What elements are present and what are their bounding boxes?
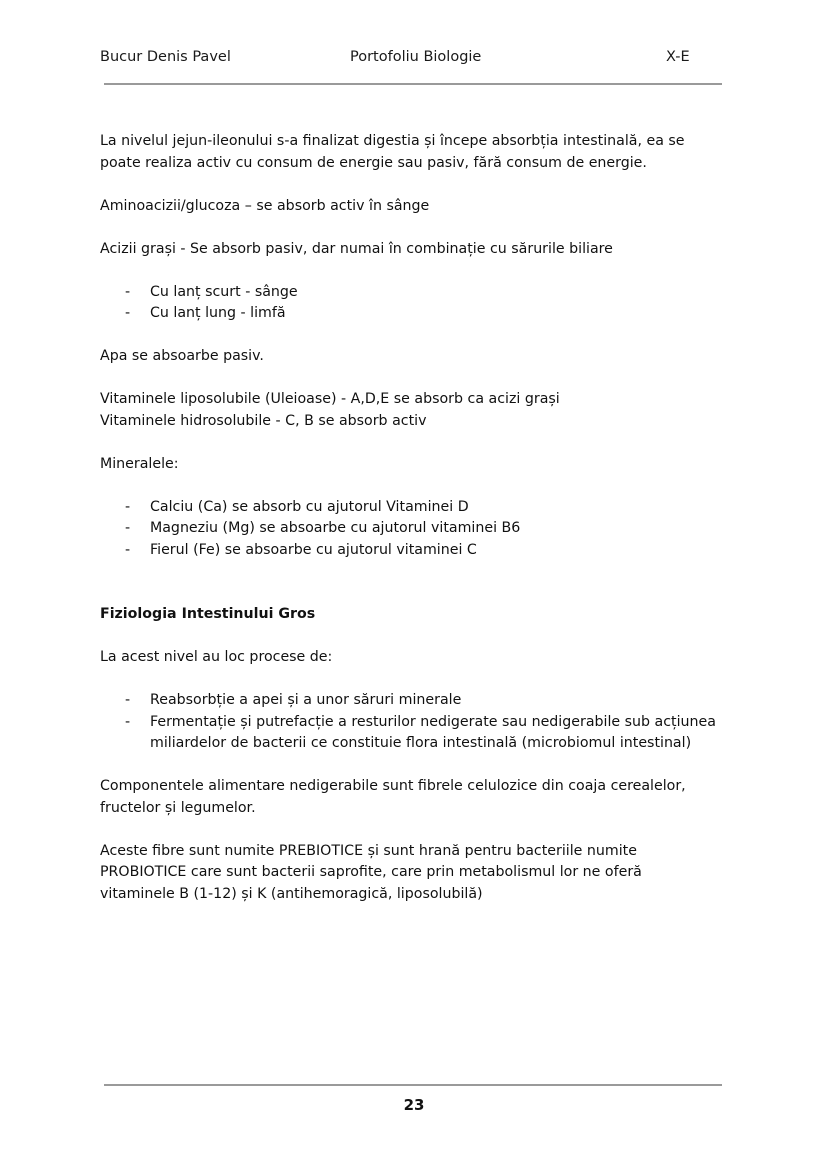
fibers-line-2: PROBIOTICE care sunt bacterii saprofite, care prin metabolismul lor ne oferă [100, 864, 642, 880]
components-line-1: Componentele alimentare nedigerabile sunt fibrele celulozice din coaja cerealelor, [100, 778, 686, 794]
dash-bullet: - [125, 283, 131, 300]
vitamins-lipo: Vitaminele liposolubile (Uleioase) - A,D,E se absorb ca acizi grași [100, 391, 560, 407]
section-heading: Fiziologia Intestinului Gros [100, 606, 316, 622]
page-header [100, 49, 700, 71]
footer-divider [104, 1084, 722, 1086]
components-line-2: fructelor și legumelor. [100, 799, 256, 816]
water-paragraph: Apa se absoarbe pasiv. [100, 348, 264, 364]
dash-bullet: - [125, 692, 131, 708]
list-item: - Fierul (Fe) se absoarbe cu ajutorul vitaminei C [100, 540, 740, 562]
fatty-acids-list [100, 282, 740, 325]
header-title: Portofoliu Biologie [350, 49, 482, 65]
dash-bullet: - [125, 498, 131, 515]
intro-paragraph [100, 131, 740, 174]
minerals-label: Mineralele: [100, 455, 179, 472]
minerals-list [100, 497, 740, 562]
list-item: - Cu lanț scurt - sânge [100, 282, 740, 304]
dash-bullet: - [125, 541, 131, 558]
intro-line-2: poate realiza activ cu consum de energie sau pasiv, fără consum de energie. [100, 154, 647, 171]
intro-line-1: La nivelul jejun-ileonului s-a finalizat digestia și începe absorbția intestinală, ea se [100, 133, 685, 149]
components-paragraph [100, 776, 740, 819]
dash-bullet: - [125, 305, 131, 321]
page-content [100, 131, 740, 905]
dash-bullet: - [125, 520, 131, 536]
fibers-line-3: vitaminele B (1-12) și K (antihemoragică, liposolubilă) [100, 885, 483, 902]
aminoacids-paragraph: Aminoacizii/glucoza – se absorb activ în sânge [100, 197, 430, 214]
page-number: 23 [403, 1096, 425, 1114]
header-author: Bucur Denis Pavel [100, 49, 231, 65]
list-item: - Fermentație și putrefacție a resturilor nedigerate sau nedigerabile sub acțiunea miliardelor de bacterii ce constituie flora intestinală (microbiomul intestinal) [125, 713, 716, 751]
processes-intro: La acest nivel au loc procese de: [100, 649, 333, 665]
fatty-acids-paragraph: Acizii grași - Se absorb pasiv, dar numai în combinație cu sărurile biliare [100, 240, 613, 257]
dash-bullet: - [125, 713, 131, 730]
list-item: - Reabsorbție a apei și a unor săruri minerale [100, 690, 740, 712]
fibers-line-1: Aceste fibre sunt numite PREBIOTICE și sunt hrană pentru bacteriile numite [100, 842, 637, 859]
header-divider [104, 83, 722, 85]
list-item: - Cu lanț lung - limfă [100, 303, 740, 325]
list-item: - Magneziu (Mg) se absoarbe cu ajutorul vitaminei B6 [100, 518, 740, 540]
vitamins-hydro: Vitaminele hidrosolubile - C, B se absorb activ [100, 412, 427, 429]
processes-list [100, 690, 740, 755]
header-class: X-E [666, 49, 690, 65]
fibers-paragraph [100, 841, 740, 906]
list-item: - Calciu (Ca) se absorb cu ajutorul Vitaminei D [100, 497, 740, 519]
vitamins-paragraph [100, 389, 740, 432]
